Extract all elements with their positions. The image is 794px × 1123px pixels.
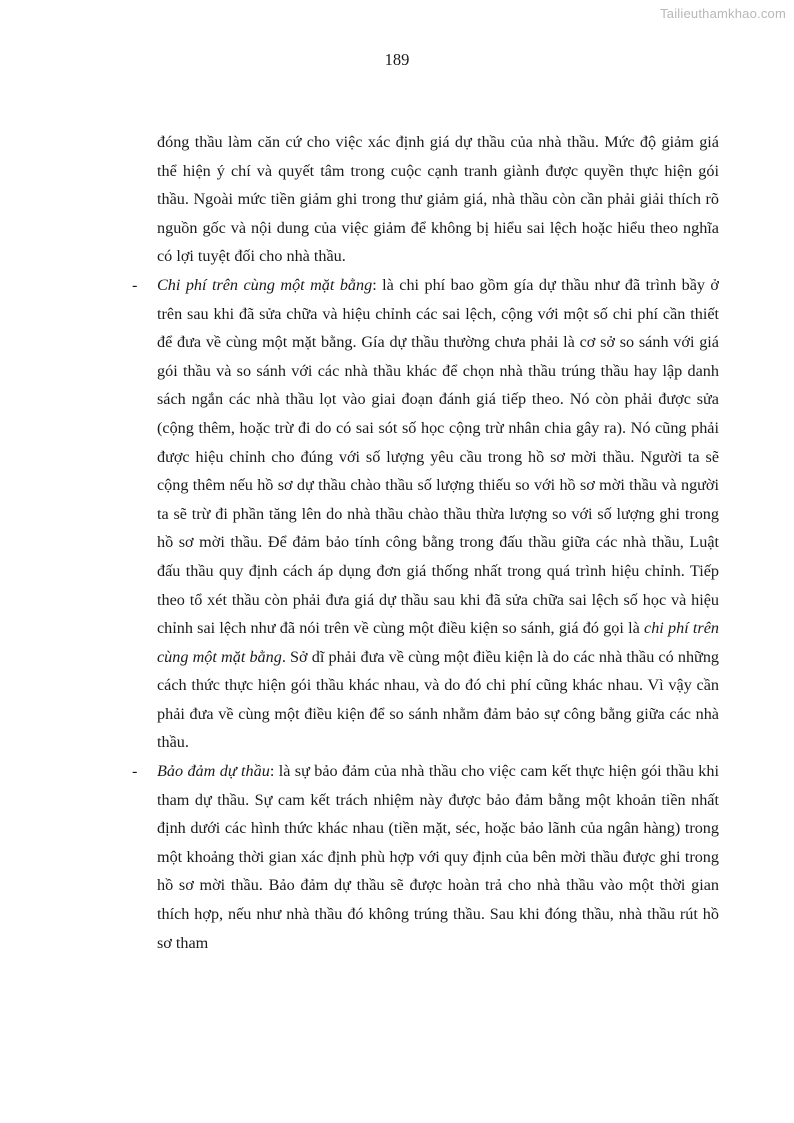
bullet-dash: - [132, 762, 138, 781]
bullet-item-bao-dam [132, 757, 719, 957]
intro-paragraph: đóng thầu làm căn cứ cho việc xác định giá dự thầu của nhà thầu. Mức độ giảm giá thể hiện ý chí và quyết tâm trong cuộc cạnh tranh giành được quyền thực hiện gói thầu. Ngoài mức tiền giảm ghi trong thư giảm giá, nhà thầu còn cần phải giải thích rõ nguồn gốc và nội dung của việc giảm để không bị hiểu sai lệch hoặc hiểu theo nghĩa có lợi tuyệt đối cho nhà thầu. [157, 133, 719, 266]
inline-term-chi-phi: chi phí trên cùng một mặt bằng [157, 619, 719, 666]
term-bao-dam: Bảo đảm dự thầu [157, 762, 270, 781]
definition-bao-dam: : là sự bảo đảm của nhà thầu cho việc cam kết thực hiện gói thầu khi tham dự thầu. Sự cam kết trách nhiệm này được bảo đảm bằng một khoản tiền nhất định dưới các hình thức khác nhau (tiền mặt, séc, hoặc bảo lãnh của ngân hàng) trong một khoảng thời gian xác định phù hợp với quy định của bên mời thầu được ghi trong hồ sơ mời thầu. Bảo đảm dự thầu sẽ được hoàn trả cho nhà thầu vào một thời gian thích hợp, nếu như nhà thầu đó không trúng thầu. Sau khi đóng thầu, nhà thầu rút hồ sơ tham [157, 762, 719, 952]
term-chi-phi: Chi phí trên cùng một mặt bằng [157, 275, 373, 294]
definition-chi-phi-part2: . Sở dĩ phải đưa về cùng một điều kiện là do các nhà thầu có những cách thức thực hiện gói thầu khác nhau, và do đó chi phí cũng khác nhau. Vì vậy cần phải đưa về cùng một điều kiện để so sánh nhằm đảm bảo sự công bằng giữa các nhà thầu. [157, 647, 720, 752]
watermark: Tailieuthamkhao.com [660, 6, 786, 21]
page-body [132, 128, 720, 957]
bullet-dash: - [132, 275, 138, 294]
bullet-item-chi-phi [132, 271, 720, 757]
page-number: 189 [384, 50, 410, 69]
definition-chi-phi-part1: : là chi phí bao gồm gía dự thầu như đã trình bầy ở trên sau khi đã sửa chữa và hiệu chỉnh các sai lệch, cộng với một số chi phí cần thiết để đưa về cùng một mặt bằng. Gía dự thầu thường chưa phải là cơ sở so sánh với giá gói thầu và so sánh với các nhà thầu khác để chọn nhà thầu trúng thầu hay lập danh sách ngắn các nhà thầu lọt vào giai đoạn đánh giá tiếp theo. Nó còn phải được sửa (cộng thêm, hoặc trừ đi do có sai sót số học cộng trừ nhân chia gây ra). Nó cũng phải được hiệu chỉnh cho đúng với số lượng yêu cầu trong hồ sơ mời thầu. Người ta sẽ cộng thêm nếu hồ sơ dự thầu chào thầu số lượng thiếu so với hồ sơ mời thầu và người ta sẽ trừ đi phần tăng lên do nhà thầu chào thầu thừa lượng so với số lượng ghi trong hồ sơ mời thầu. Để đảm bảo tính công bằng trong đấu thầu giữa các nhà thầu, Luật đấu thầu quy định cách áp dụng đơn giá thống nhất trong quá trình hiệu chỉnh. Tiếp theo tổ xét thầu còn phải đưa giá dự thầu sau khi đã sửa chữa sai lệch số học và hiệu chỉnh sai lệch như đã nói trên về cùng một điều kiện so sánh, giá đó gọi là [157, 275, 719, 638]
